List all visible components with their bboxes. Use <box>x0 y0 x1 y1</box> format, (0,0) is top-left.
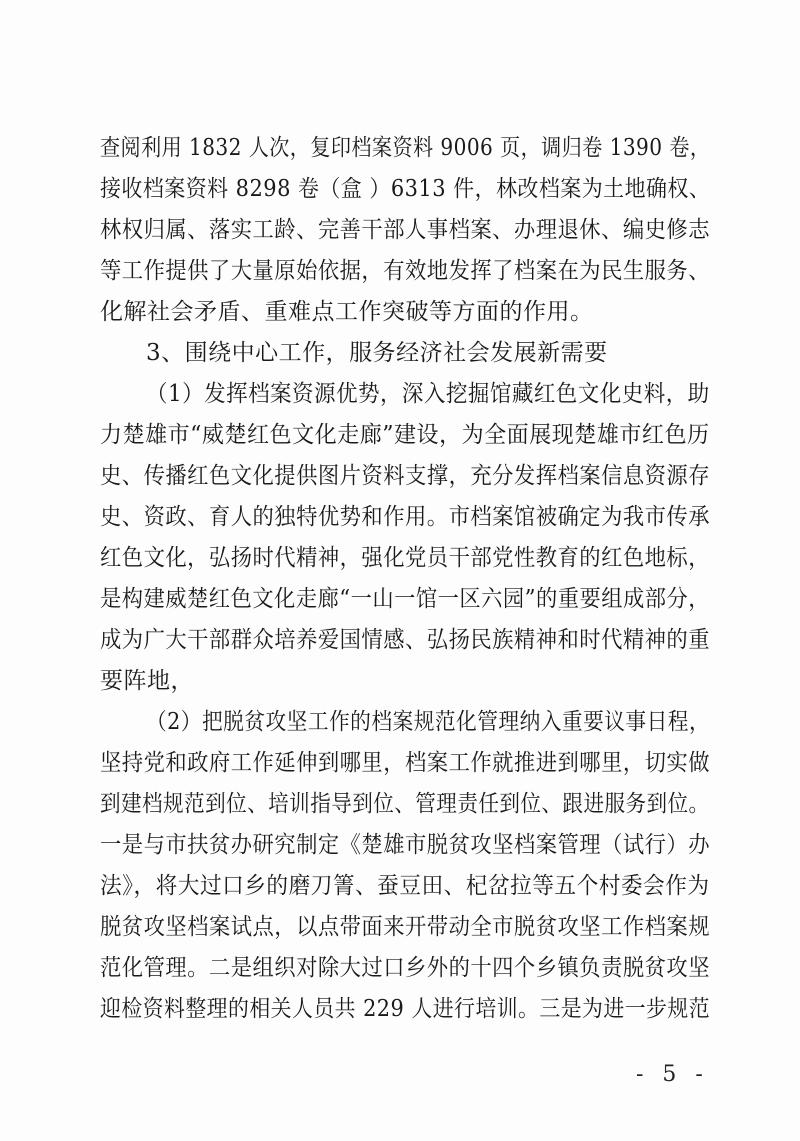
text-line: 迎检资料整理的相关人员共 229 人进行培训。三是为进一步规范 <box>100 996 711 1022</box>
text-line: 红色文化，弘扬时代精神，强化党员干部党性教育的红色地标， <box>100 545 710 571</box>
text-line: 成为广大干部群众培养爱国情感、弘扬民族精神和时代精神的重 <box>100 627 710 653</box>
text-line: 要阵地， <box>100 668 194 694</box>
text-line: 林权归属、落实工龄、完善干部人事档案、办理退休、编史修志 <box>100 217 710 243</box>
text-line: 等工作提供了大量原始依据，有效地发挥了档案在为民生服务、 <box>100 258 710 284</box>
section-heading: 3、围绕中心工作，服务经济社会发展新需要 <box>146 340 608 366</box>
page-number: - 5 - <box>636 1062 709 1087</box>
text-line: 脱贫攻坚档案试点，以点带面来开带动全市脱贫攻坚工作档案规 <box>100 914 710 940</box>
text-line: （2）把脱贫攻坚工作的档案规范化管理纳入重要议事日程， <box>146 709 711 735</box>
text-line: （1）发挥档案资源优势，深入挖掘馆藏红色文化史料，助 <box>146 381 710 407</box>
text-line: 范化管理。二是组织对除大过口乡外的十四个乡镇负责脱贫攻坚 <box>100 955 710 981</box>
text-line: 是构建威楚红色文化走廊“一山一馆一区六园”的重要组成部分， <box>100 586 711 612</box>
text-line: 接收档案资料 8298 卷（盒 ）6313 件，林改档案为土地确权、 <box>100 176 711 202</box>
text-line: 史、资政、育人的独特优势和作用。市档案馆被确定为我市传承 <box>100 504 710 530</box>
text-line: 史、传播红色文化提供图片资料支撑，充分发挥档案信息资源存 <box>100 463 710 489</box>
text-line: 到建档规范到位、培训指导到位、管理责任到位、跟进服务到位。 <box>100 791 710 817</box>
text-line: 查阅利用 1832 人次，复印档案资料 9006 页，调归卷 1390 卷， <box>100 135 711 161</box>
text-line: 一是与市扶贫办研究制定《楚雄市脱贫攻坚档案管理（试行）办 <box>100 832 710 858</box>
text-line: 化解社会矛盾、重难点工作突破等方面的作用。 <box>100 299 594 325</box>
text-line: 法》，将大过口乡的磨刀箐、蚕豆田、杞岔拉等五个村委会作为 <box>100 873 710 899</box>
text-line: 坚持党和政府工作延伸到哪里，档案工作就推进到哪里，切实做 <box>100 750 710 776</box>
text-line: 力楚雄市“威楚红色文化走廊”建设，为全面展现楚雄市红色历 <box>100 422 710 448</box>
